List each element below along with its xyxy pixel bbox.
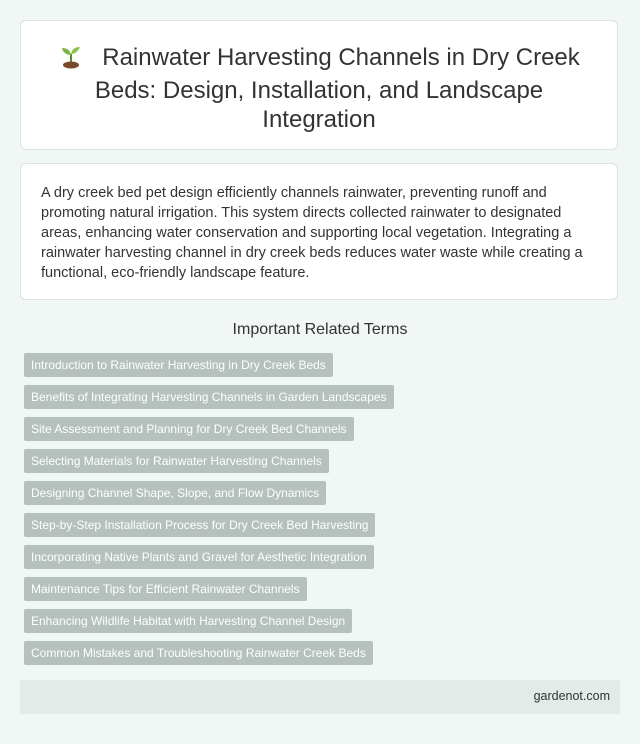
description-card [20, 163, 618, 300]
related-term-link[interactable]: Common Mistakes and Troubleshooting Rainwater Creek Beds [24, 641, 373, 665]
description-text: A dry creek bed pet design efficiently channels rainwater, preventing runoff and promoting natural irrigation. This system directs collected rainwater to designated areas, enhancing water conservation and supporting local vegetation. Integrating a rainwater harvesting channel in dry creek beds reduces water waste while creating a functional, eco-friendly landscape feature. [41, 185, 583, 281]
related-term-link[interactable]: Step-by-Step Installation Process for Dry Creek Bed Harvesting [24, 513, 375, 537]
sprout-icon [58, 43, 84, 76]
related-term-link[interactable]: Site Assessment and Planning for Dry Creek Bed Channels [24, 417, 354, 441]
related-term-link[interactable]: Enhancing Wildlife Habitat with Harvesting Channel Design [24, 609, 352, 633]
related-term-link[interactable]: Introduction to Rainwater Harvesting in Dry Creek Beds [24, 353, 333, 377]
footer-site-link[interactable]: gardenot.com [533, 689, 610, 703]
related-terms-heading: Important Related Terms [232, 321, 408, 338]
page-title [21, 21, 617, 134]
related-term-link[interactable]: Benefits of Integrating Harvesting Channels in Garden Landscapes [24, 385, 394, 409]
related-term-link[interactable]: Maintenance Tips for Efficient Rainwater Channels [24, 577, 307, 601]
related-term-link[interactable]: Designing Channel Shape, Slope, and Flow Dynamics [24, 481, 326, 505]
title-card [20, 20, 618, 150]
related-term-link[interactable]: Incorporating Native Plants and Gravel for Aesthetic Integration [24, 545, 374, 569]
related-term-link[interactable]: Selecting Materials for Rainwater Harvesting Channels [24, 449, 329, 473]
title-text: Rainwater Harvesting Channels in Dry Creek Beds: Design, Installation, and Landscape Integration [94, 44, 580, 133]
related-terms-list [24, 353, 394, 673]
footer [20, 680, 620, 714]
